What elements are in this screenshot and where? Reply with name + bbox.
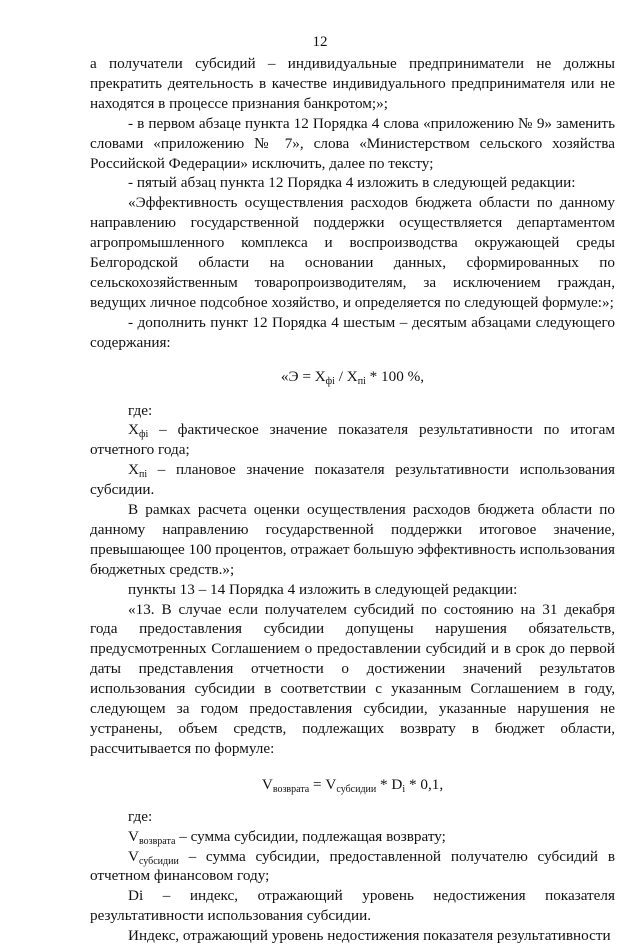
- paragraph-8: «13. В случае если получателем субсидий по состоянию на 31 декабря года предоставления субсидии допущены нарушения обязательств, предусмотренных Соглашением о предоставлении субсидий и в срок до первой даты представления отчетности о достижении значений результатов использования субсидии в соответствии с указанным Соглашением в году, следующем за годом предоставления субсидии, указанные нарушения не устранены, объем средств, подлежащих возврату в бюджет области, рассчитывается по формуле:: [90, 600, 615, 757]
- document-body: [90, 54, 615, 946]
- paragraph-4: «Эффективность осуществления расходов бюджета области по данному направлению государственной поддержки осуществляется департаментом агропромышленного комплекса и воспроизводства окружающей среды Белгородской области на основании данных, сформированных по сельскохозяйственным товаропроизводителям, за исключением граждан, ведущих личное подсобное хозяйство, и определяется по следующей формуле:»;: [90, 194, 615, 311]
- paragraph-2: - в первом абзаце пункта 12 Порядка 4 слова «приложению № 9» заменить словами «приложению № 7», слова «Министерством сельского хозяйства Российской Федерации» исключить, далее по тексту;: [90, 114, 615, 172]
- where-label-1: где:: [128, 401, 153, 419]
- efficiency-formula: «$Э = Х_{фi} / Х_{пi} * 100$ %,: [280, 367, 425, 387]
- refund-formula: $V_{возврата} = V_{субсидии} * D_i * 0,1$,: [261, 775, 444, 795]
- paragraph-5: - дополнить пункт 12 Порядка 4 шестым – десятым абзацами следующего содержания:: [90, 313, 615, 351]
- definition-x-plan: $Х_{пi}$ – плановое значение показателя результативности использования субсидии.: [90, 461, 615, 499]
- definition-x-fact: $Х_{фi}$ – фактическое значение показателя результативности по итогам отчетного года;: [90, 421, 615, 459]
- page-number: 12: [312, 34, 328, 50]
- where-label-2: где:: [128, 807, 153, 825]
- paragraph-3: - пятый абзац пункта 12 Порядка 4 изложить в следующей редакции:: [128, 174, 576, 192]
- paragraph-6: В рамках расчета оценки осуществления расходов бюджета области по данному направлению государственной поддержки итоговое значение, превышающее 100 процентов, отражает большую эффективность использования бюджетных средств.»;: [90, 501, 615, 578]
- definition-v-refund: $V_{возврата}$ – сумма субсидии, подлежащая возврату;: [128, 827, 446, 847]
- definition-di: Di – индекс, отражающий уровень недостижения показателя результативности использования субсидии.: [90, 887, 615, 925]
- paragraph-1: а получатели субсидий – индивидуальные предприниматели не должны прекратить деятельность в качестве индивидуального предпринимателя или не находятся в процессе признания банкротом;»;: [90, 55, 615, 112]
- definition-v-subsidy: $V_{субсидии}$ – сумма субсидии, предоставленной получателю субсидий в отчетном финансовом году;: [90, 847, 615, 885]
- paragraph-7: пункты 13 – 14 Порядка 4 изложить в следующей редакции:: [128, 580, 518, 598]
- paragraph-last: Индекс, отражающий уровень недостижения показателя результативности: [128, 927, 611, 945]
